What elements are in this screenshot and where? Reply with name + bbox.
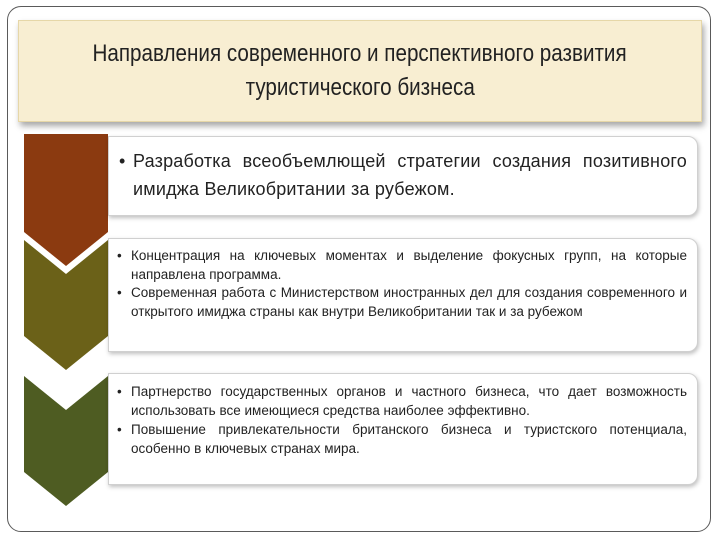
section-1-panel bbox=[108, 136, 698, 216]
title-line-1: Направления современного и перспективного развития bbox=[92, 40, 628, 67]
section-3-panel bbox=[108, 373, 698, 485]
section-3-bullet-1: • Партнерство государственных органов и частного бизнеса, что дает возможность использовать все имеющиеся средства наиболее эффективно. bbox=[115, 382, 687, 420]
chevron-1-icon bbox=[24, 134, 108, 266]
section-2-panel bbox=[108, 238, 698, 352]
section-2-bullet-1: • Концентрация на ключевых моментах и выделение фокусных групп, на которые направлена программа. bbox=[115, 247, 687, 284]
section-1-bullet-1: • Разработка всеобъемлющей стратегии создания позитивного имиджа Великобритании за рубежом. bbox=[117, 147, 687, 203]
chevron-3-icon bbox=[24, 376, 108, 506]
title-line-2: туристического бизнеса bbox=[245, 74, 475, 101]
section-3-bullet-2: • Повышение привлекательности британского бизнеса и туристского потенциала, особенно в ключевых странах мира. bbox=[115, 420, 687, 458]
section-2-bullet-2: • Современная работа с Министерством иностранных дел для создания современного и открытого имиджа страны как внутри Великобритании так и за рубежом bbox=[115, 284, 687, 321]
